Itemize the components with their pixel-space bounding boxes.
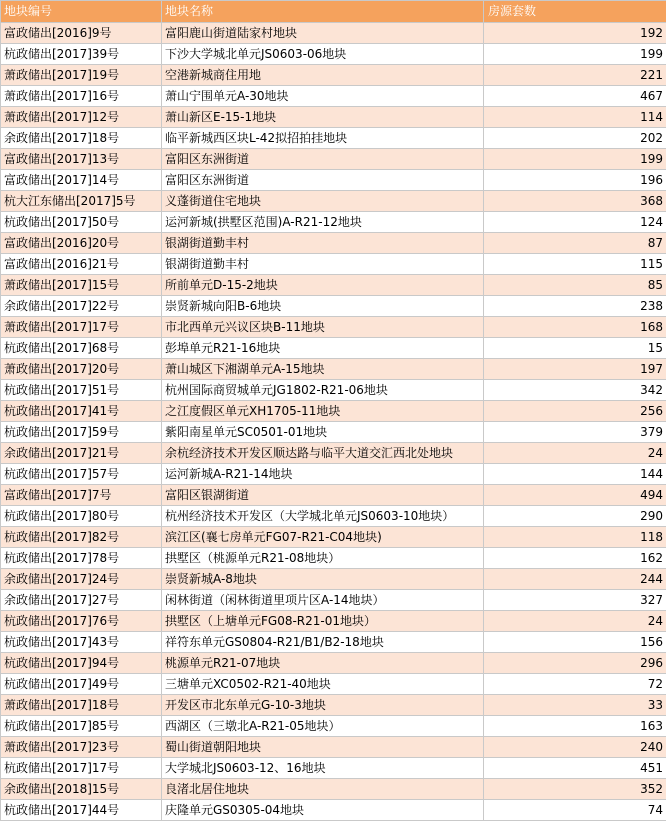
parcel-id-cell[interactable]: 杭政储出[2017]94号 — [1, 653, 162, 674]
housing-count-cell[interactable]: 156 — [484, 632, 666, 653]
parcel-id-cell[interactable]: 萧政储出[2017]16号 — [1, 86, 162, 107]
parcel-id-cell[interactable]: 萧政储出[2017]18号 — [1, 695, 162, 716]
parcel-id-cell[interactable]: 余政储出[2017]22号 — [1, 296, 162, 317]
parcel-id-cell[interactable]: 余政储出[2017]24号 — [1, 569, 162, 590]
parcel-id-cell[interactable]: 杭政储出[2017]59号 — [1, 422, 162, 443]
table-row — [1, 716, 666, 737]
parcel-name-cell[interactable]: 拱墅区（桃源单元R21-08地块） — [162, 548, 484, 569]
table-row — [1, 758, 666, 779]
parcel-name-cell[interactable]: 杭州国际商贸城单元JG1802-R21-06地块 — [162, 380, 484, 401]
table-row — [1, 317, 666, 338]
table-row — [1, 590, 666, 611]
housing-count-cell[interactable]: 494 — [484, 485, 666, 506]
table-row — [1, 506, 666, 527]
table-row — [1, 296, 666, 317]
parcel-name-cell[interactable]: 运河新城(拱墅区范围)A-R21-12地块 — [162, 212, 484, 233]
parcel-name-cell[interactable]: 之江度假区单元XH1705-11地块 — [162, 401, 484, 422]
housing-count-cell[interactable]: 196 — [484, 170, 666, 191]
housing-count-cell[interactable]: 85 — [484, 275, 666, 296]
housing-count-cell[interactable]: 368 — [484, 191, 666, 212]
housing-count-cell[interactable]: 256 — [484, 401, 666, 422]
parcel-name-cell[interactable]: 富阳区银湖街道 — [162, 485, 484, 506]
parcel-name-cell[interactable]: 萧山新区E-15-1地块 — [162, 107, 484, 128]
table-row — [1, 611, 666, 632]
parcel-id-cell[interactable]: 杭政储出[2017]41号 — [1, 401, 162, 422]
parcel-name-cell[interactable]: 富阳鹿山街道陆家村地块 — [162, 23, 484, 44]
table-row — [1, 128, 666, 149]
parcel-name-cell[interactable]: 空港新城商住用地 — [162, 65, 484, 86]
table-row — [1, 254, 666, 275]
parcel-id-cell[interactable]: 余政储出[2018]15号 — [1, 779, 162, 800]
parcel-id-cell[interactable]: 富政储出[2017]13号 — [1, 149, 162, 170]
parcel-id-cell[interactable]: 杭政储出[2017]51号 — [1, 380, 162, 401]
housing-count-cell[interactable]: 244 — [484, 569, 666, 590]
table-row — [1, 737, 666, 758]
housing-count-cell[interactable]: 144 — [484, 464, 666, 485]
parcel-name-cell[interactable]: 萧山城区下湘湖单元A-15地块 — [162, 359, 484, 380]
parcel-name-cell[interactable]: 富阳区东洲街道 — [162, 149, 484, 170]
table-row — [1, 464, 666, 485]
parcel-id-cell[interactable]: 杭政储出[2017]82号 — [1, 527, 162, 548]
parcel-name-cell[interactable]: 紫阳南星单元SC0501-01地块 — [162, 422, 484, 443]
parcel-id-cell[interactable]: 萧政储出[2017]20号 — [1, 359, 162, 380]
parcel-id-cell[interactable]: 杭政储出[2017]85号 — [1, 716, 162, 737]
housing-count-cell[interactable]: 352 — [484, 779, 666, 800]
parcel-name-cell[interactable]: 开发区市北东单元G-10-3地块 — [162, 695, 484, 716]
parcel-name-cell[interactable]: 杭州经济技术开发区（大学城北单元JS0603-10地块） — [162, 506, 484, 527]
parcel-name-cell[interactable]: 运河新城A-R21-14地块 — [162, 464, 484, 485]
parcel-name-cell[interactable]: 桃源单元R21-07地块 — [162, 653, 484, 674]
table-row — [1, 443, 666, 464]
parcel-name-cell[interactable]: 余杭经济技术开发区顺达路与临平大道交汇西北处地块 — [162, 443, 484, 464]
parcel-id-cell[interactable]: 杭政储出[2017]78号 — [1, 548, 162, 569]
housing-count-cell[interactable]: 238 — [484, 296, 666, 317]
housing-count-cell[interactable]: 24 — [484, 611, 666, 632]
parcel-id-cell[interactable]: 萧政储出[2017]15号 — [1, 275, 162, 296]
table-row — [1, 485, 666, 506]
parcel-name-cell[interactable]: 萧山宁围单元A-30地块 — [162, 86, 484, 107]
table-row — [1, 695, 666, 716]
housing-count-cell[interactable]: 163 — [484, 716, 666, 737]
parcel-id-cell[interactable]: 杭政储出[2017]57号 — [1, 464, 162, 485]
housing-count-cell[interactable]: 15 — [484, 338, 666, 359]
table-row — [1, 23, 666, 44]
housing-count-cell[interactable]: 87 — [484, 233, 666, 254]
housing-count-cell[interactable]: 162 — [484, 548, 666, 569]
parcel-id-cell[interactable]: 富政储出[2017]14号 — [1, 170, 162, 191]
table-header-row — [1, 1, 666, 23]
housing-count-cell[interactable]: 115 — [484, 254, 666, 275]
parcel-name-cell[interactable]: 彭埠单元R21-16地块 — [162, 338, 484, 359]
table-row — [1, 107, 666, 128]
table-row — [1, 170, 666, 191]
parcel-id-cell[interactable]: 杭政储出[2017]43号 — [1, 632, 162, 653]
parcel-name-cell[interactable]: 闲林街道（闲林街道里项片区A-14地块） — [162, 590, 484, 611]
table-row — [1, 380, 666, 401]
housing-count-cell[interactable]: 192 — [484, 23, 666, 44]
parcel-name-cell[interactable]: 银湖街道勤丰村 — [162, 233, 484, 254]
table-row — [1, 653, 666, 674]
parcel-name-cell[interactable]: 义蓬街道住宅地块 — [162, 191, 484, 212]
parcel-id-cell[interactable]: 萧政储出[2017]17号 — [1, 317, 162, 338]
parcel-id-cell[interactable]: 萧政储出[2017]19号 — [1, 65, 162, 86]
parcel-id-cell[interactable]: 杭政储出[2017]17号 — [1, 758, 162, 779]
table-row — [1, 779, 666, 800]
housing-count-cell[interactable]: 290 — [484, 506, 666, 527]
table-row — [1, 65, 666, 86]
housing-count-cell[interactable]: 24 — [484, 443, 666, 464]
parcel-name-cell[interactable]: 大学城北JS0603-12、16地块 — [162, 758, 484, 779]
parcel-name-cell[interactable]: 拱墅区（上塘单元FG08-R21-01地块） — [162, 611, 484, 632]
parcel-id-cell[interactable]: 萧政储出[2017]23号 — [1, 737, 162, 758]
table-row — [1, 86, 666, 107]
table-row — [1, 527, 666, 548]
table-row — [1, 632, 666, 653]
table-row — [1, 233, 666, 254]
parcel-name-cell[interactable]: 市北西单元兴议区块B-11地块 — [162, 317, 484, 338]
housing-count-cell[interactable]: 327 — [484, 590, 666, 611]
housing-count-cell[interactable]: 199 — [484, 149, 666, 170]
parcel-id-cell[interactable]: 杭政储出[2017]39号 — [1, 44, 162, 65]
parcel-name-cell[interactable]: 崇贤新城A-8地块 — [162, 569, 484, 590]
housing-count-cell[interactable]: 74 — [484, 800, 666, 821]
housing-count-cell[interactable]: 379 — [484, 422, 666, 443]
housing-count-cell[interactable]: 199 — [484, 44, 666, 65]
table-row — [1, 359, 666, 380]
parcel-name-cell[interactable]: 所前单元D-15-2地块 — [162, 275, 484, 296]
parcel-id-cell[interactable]: 富政储出[2016]20号 — [1, 233, 162, 254]
parcel-name-cell[interactable]: 良渚北居住地块 — [162, 779, 484, 800]
parcel-id-cell[interactable]: 杭政储出[2017]68号 — [1, 338, 162, 359]
parcel-name-cell[interactable]: 祥符东单元GS0804-R21/B1/B2-18地块 — [162, 632, 484, 653]
housing-count-cell[interactable]: 296 — [484, 653, 666, 674]
housing-count-cell[interactable]: 221 — [484, 65, 666, 86]
table-row — [1, 149, 666, 170]
housing-count-cell[interactable]: 124 — [484, 212, 666, 233]
housing-count-cell[interactable]: 33 — [484, 695, 666, 716]
parcel-name-cell[interactable]: 滨江区(襄七房单元FG07-R21-C04地块) — [162, 527, 484, 548]
housing-count-cell[interactable]: 467 — [484, 86, 666, 107]
table-row — [1, 674, 666, 695]
housing-count-cell[interactable]: 197 — [484, 359, 666, 380]
parcel-id-cell[interactable]: 富政储出[2016]9号 — [1, 23, 162, 44]
housing-count-cell[interactable]: 72 — [484, 674, 666, 695]
table-row — [1, 422, 666, 443]
parcel-id-cell[interactable]: 萧政储出[2017]12号 — [1, 107, 162, 128]
housing-count-cell[interactable]: 342 — [484, 380, 666, 401]
housing-count-cell[interactable]: 118 — [484, 527, 666, 548]
table-row — [1, 338, 666, 359]
parcel-id-cell[interactable]: 杭政储出[2017]49号 — [1, 674, 162, 695]
parcel-id-cell[interactable]: 杭大江东储出[2017]5号 — [1, 191, 162, 212]
parcel-name-cell[interactable]: 临平新城西区块L-42拟招拍挂地块 — [162, 128, 484, 149]
parcel-name-cell[interactable]: 崇贤新城向阳B-6地块 — [162, 296, 484, 317]
housing-count-cell[interactable]: 451 — [484, 758, 666, 779]
parcel-id-cell[interactable]: 余政储出[2017]27号 — [1, 590, 162, 611]
housing-count-cell[interactable]: 114 — [484, 107, 666, 128]
parcel-id-cell[interactable]: 富政储出[2016]21号 — [1, 254, 162, 275]
parcel-name-cell[interactable]: 蜀山街道朝阳地块 — [162, 737, 484, 758]
parcel-name-cell[interactable]: 富阳区东洲街道 — [162, 170, 484, 191]
parcel-id-cell[interactable]: 杭政储出[2017]44号 — [1, 800, 162, 821]
header-parcel-id[interactable]: 地块编号 — [1, 1, 162, 23]
table-row — [1, 401, 666, 422]
parcel-id-cell[interactable]: 杭政储出[2017]76号 — [1, 611, 162, 632]
parcel-id-cell[interactable]: 富政储出[2017]7号 — [1, 485, 162, 506]
parcel-name-cell[interactable]: 三塘单元XC0502-R21-40地块 — [162, 674, 484, 695]
table-row — [1, 212, 666, 233]
housing-count-cell[interactable]: 240 — [484, 737, 666, 758]
table-row — [1, 275, 666, 296]
parcel-name-cell[interactable]: 下沙大学城北单元JS0603-06地块 — [162, 44, 484, 65]
parcel-name-cell[interactable]: 庆隆单元GS0305-04地块 — [162, 800, 484, 821]
parcel-name-cell[interactable]: 西湖区（三墩北A-R21-05地块） — [162, 716, 484, 737]
table-row — [1, 800, 666, 821]
parcel-id-cell[interactable]: 余政储出[2017]18号 — [1, 128, 162, 149]
header-parcel-name[interactable]: 地块名称 — [162, 1, 484, 23]
table-row — [1, 548, 666, 569]
parcel-id-cell[interactable]: 余政储出[2017]21号 — [1, 443, 162, 464]
table-row — [1, 569, 666, 590]
parcel-name-cell[interactable]: 银湖街道勤丰村 — [162, 254, 484, 275]
table-row — [1, 44, 666, 65]
parcel-id-cell[interactable]: 杭政储出[2017]50号 — [1, 212, 162, 233]
table-row — [1, 191, 666, 212]
parcel-id-cell[interactable]: 杭政储出[2017]80号 — [1, 506, 162, 527]
housing-count-cell[interactable]: 168 — [484, 317, 666, 338]
housing-count-cell[interactable]: 202 — [484, 128, 666, 149]
header-housing-count[interactable]: 房源套数 — [484, 1, 666, 23]
